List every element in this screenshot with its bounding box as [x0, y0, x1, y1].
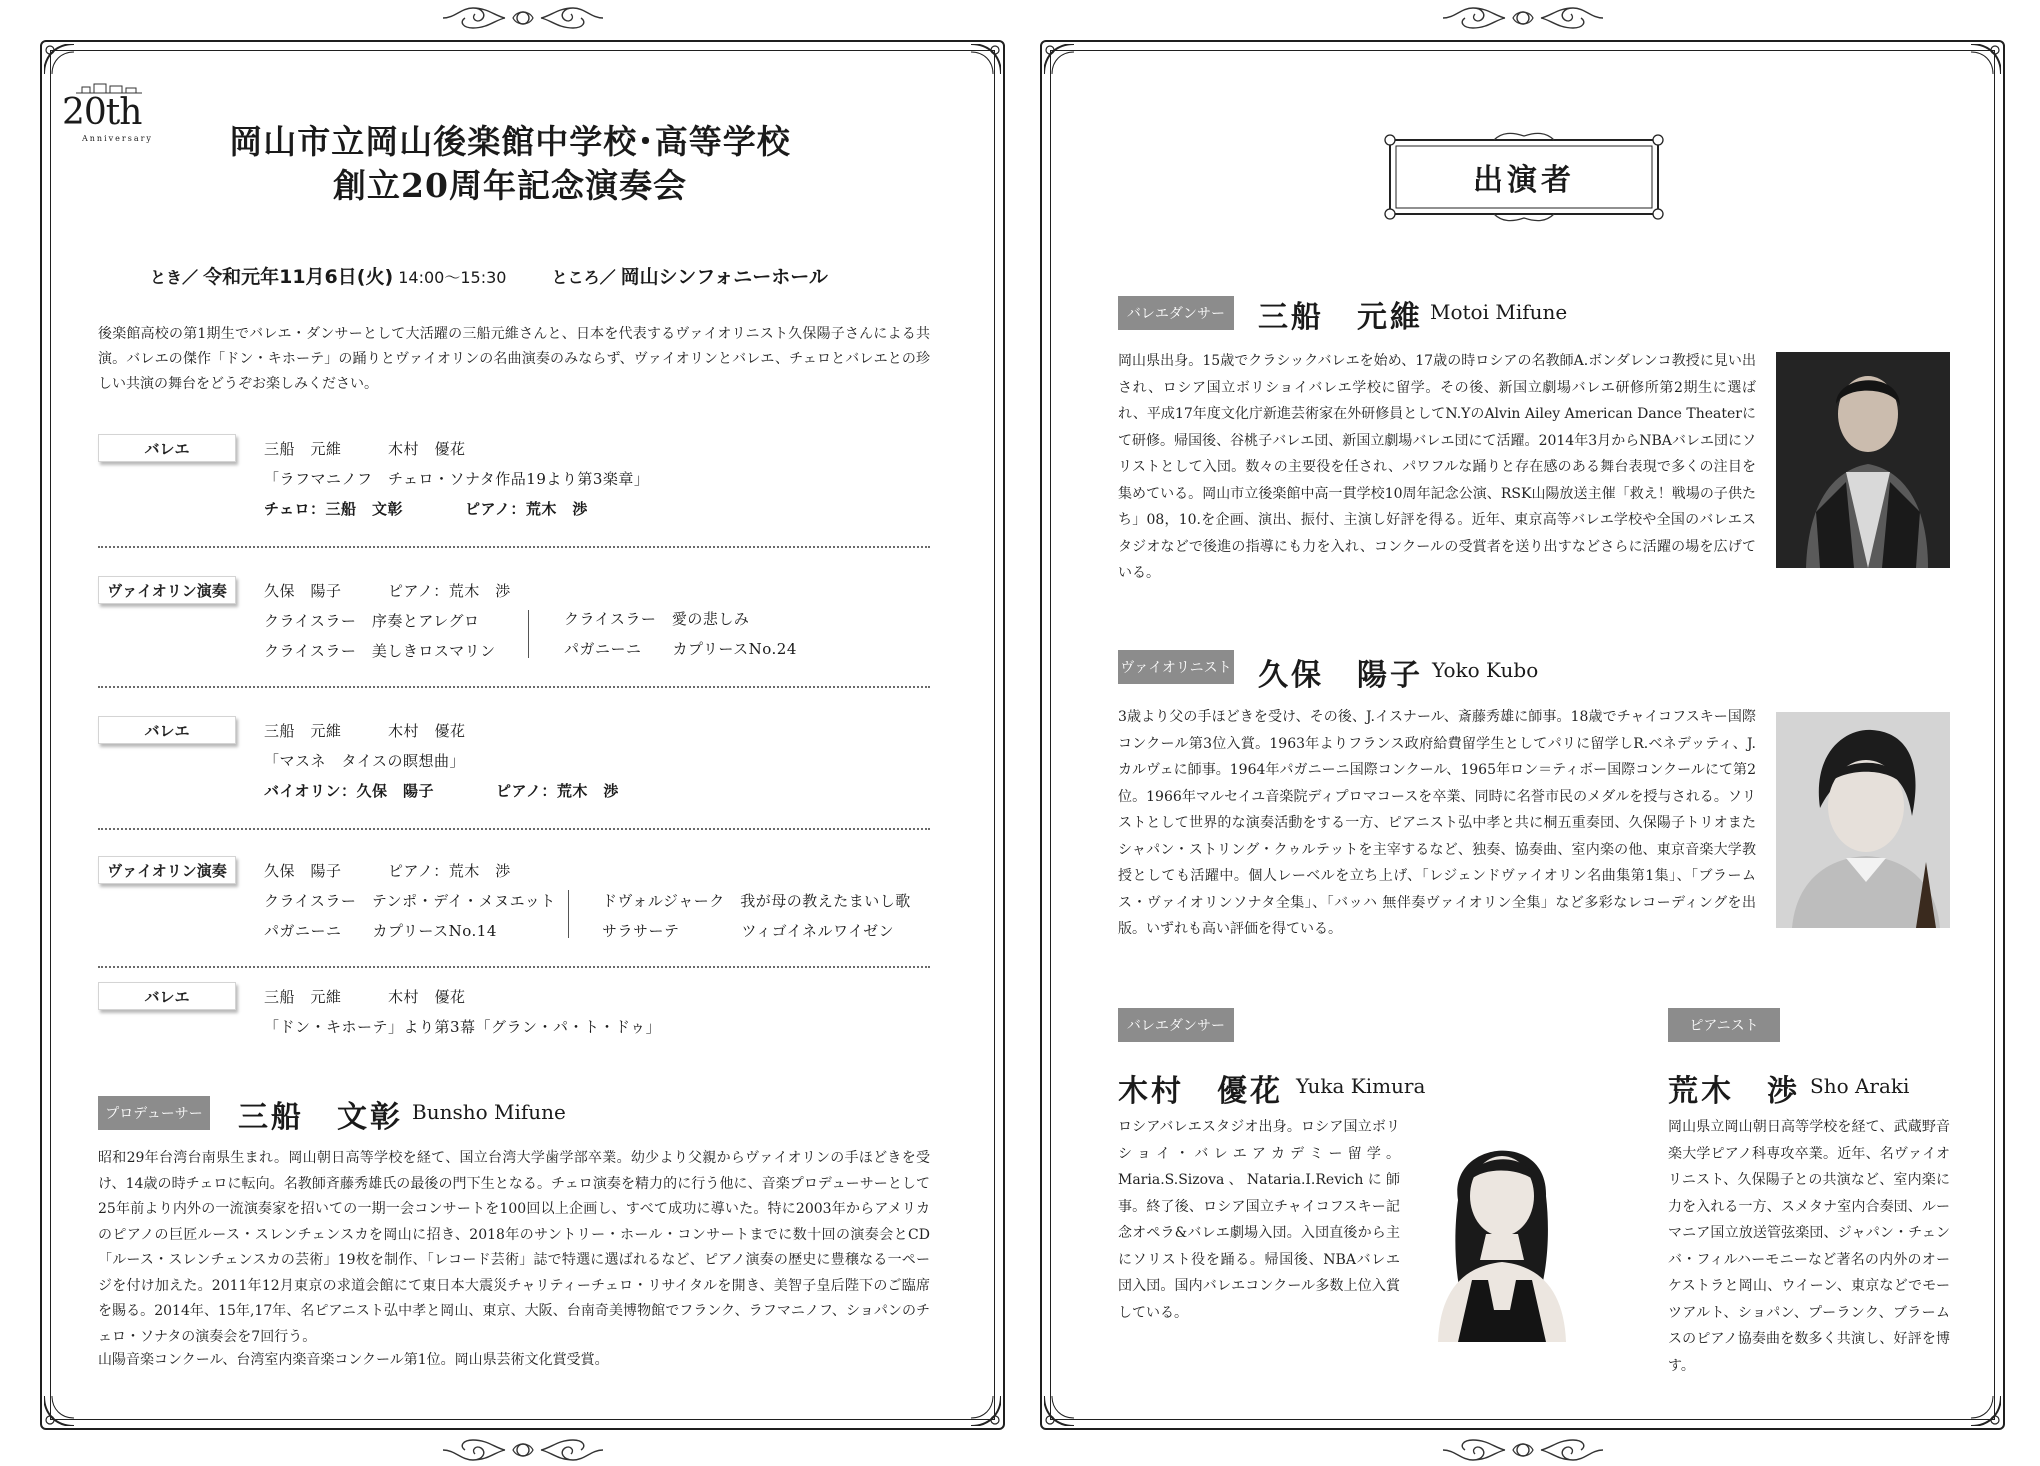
- section-piece: 「マスネ タイスの瞑想曲」: [264, 752, 466, 770]
- venue-value: 岡山シンフォニーホール: [620, 266, 828, 288]
- column-divider: [568, 890, 569, 938]
- section-performers: 三船 元維 木村 優花: [264, 988, 466, 1006]
- section-tag-violin: ヴァイオリン演奏: [98, 576, 236, 604]
- corner-ornament-icon: [1967, 44, 2001, 78]
- performer-photo: [1418, 1120, 1580, 1342]
- logo-number: 20th: [62, 92, 142, 133]
- performer-tag: バレエダンサー: [1118, 1008, 1234, 1042]
- performer-name-en: Yoko Kubo: [1432, 658, 1539, 682]
- bottom-ornament-icon: [443, 1434, 603, 1464]
- corner-ornament-icon: [1044, 1392, 1078, 1426]
- section-tag-violin: ヴァイオリン演奏: [98, 856, 236, 884]
- divider: [98, 686, 930, 688]
- date-label: とき／: [150, 268, 199, 287]
- date-value: 令和元年11月6日(火): [203, 266, 394, 288]
- portrait-image: [1418, 1120, 1580, 1342]
- producer-bio-last: 山陽音楽コンクール、台湾室内楽音楽コンクール第1位。岡山県芸術文化賞受賞。: [98, 1352, 609, 1368]
- performer-bio: 岡山県立岡山朝日高等学校を経て、武蔵野音楽大学ピアノ科専攻卒業。近年、名ヴァイオリニスト、久保陽子との共演など、室内楽に力を入れる一方、スメタナ室内合奏団、ルーマニア国立放送管弦楽団、ジャパン・チェンバ・フィルハーモニーなど著名の内外のオーケストラと岡山、ウイーン、東京などでモーツアルト、ショパン、プーランク、ブラームスのピアノ協奏曲を数多く共演し、好評を博す。: [1668, 1119, 1950, 1374]
- portrait-image: [1776, 712, 1950, 928]
- corner-ornament-icon: [1044, 44, 1078, 78]
- date-time: 14:00〜15:30: [398, 268, 507, 287]
- producer-name-en: Bunsho Mifune: [412, 1100, 566, 1124]
- performer-name-jp: 木村 優花: [1118, 1074, 1283, 1109]
- corner-ornament-icon: [967, 44, 1001, 78]
- corner-ornament-icon: [967, 1392, 1001, 1426]
- section-piece: 「ラフマニノフ チェロ・ソナタ作品19より第3楽章」: [264, 470, 650, 488]
- portrait-image: [1776, 352, 1950, 568]
- program-item: クライスラー 愛の悲しみ: [564, 610, 750, 628]
- title-line-1: 岡山市立岡山後楽館中学校･高等学校: [229, 122, 791, 161]
- corner-ornament-icon: [1967, 1392, 2001, 1426]
- performer-tag: ヴァイオリニスト: [1118, 650, 1234, 684]
- title-line-2: 創立20周年記念演奏会: [333, 166, 687, 205]
- column-divider: [528, 610, 529, 658]
- program-item: クライスラー 美しきロスマリン: [264, 642, 496, 660]
- anniversary-logo: [60, 80, 160, 150]
- bottom-ornament-icon: [1443, 1434, 1603, 1464]
- logo-subtitle: Anniversary: [82, 134, 153, 143]
- program-item: パガニーニ カプリースNo.14: [264, 922, 497, 940]
- venue-label: ところ／: [551, 268, 616, 287]
- performer-tag: バレエダンサー: [1118, 296, 1234, 330]
- corner-ornament-icon: [44, 1392, 78, 1426]
- performer-name-jp: 荒木 渉: [1668, 1074, 1800, 1109]
- performers-header: 出演者: [1473, 163, 1575, 198]
- performer-bio: ロシアバレエスタジオ出身。ロシア国立ボリショイ・バレエアカデミー留学。Maria.S.Sizova、Nataria.I.Revichに師事。終了後、ロシア国立チャイコフスキー記念オペラ&バレエ劇場入団。入団直後から主にソリスト役を踊る。帰国後、NBAバレエ団入団。国内バレエコンクール多数上位入賞している。: [1118, 1119, 1400, 1321]
- page-title: [160, 120, 860, 208]
- divider: [98, 966, 930, 968]
- producer-bio: 昭和29年台湾台南県生まれ。岡山朝日高等学校を経て、国立台湾大学歯学部卒業。幼少より父親からヴァイオリンの手ほどきを受け、14歳の時チェロに転向。名教師斉藤秀雄氏の最後の門下生となる。チェロ演奏を精力的に行う他に、音楽プロデューサーとして25年前より内外の一流演奏家を招いての一期一会コンサートを100回以上企画し、すべて成功に導いた。特に2003年からアメリカのピアノの巨匠ルース・スレンチェンスカを岡山に招き、2018年のサントリー・ホール・コンサートまでに数十回の演奏会とCD「ルース・スレンチェンスカの芸術」19枚を制作、「レコード芸術」誌で特選に選ばれるなど、ピアノ演奏の歴史に豊穣なる一ページを付け加えた。2011年12月東京の求道会館にて東日本大震災チャリティーチェロ・リサイタルを開き、美智子皇后陛下のご臨席を賜る。2014年、15年,17年、名ピアニスト弘中孝と岡山、東京、大阪、台南奇美博物館でフランク、ラフマニノフ、ショパンのチェロ・ソナタの演奏会を7回行う。: [98, 1150, 930, 1345]
- program-item: クライスラー テンポ・デイ・メヌエット: [264, 892, 556, 910]
- performer-photo: [1776, 352, 1950, 568]
- section-piece: 「ドン・キホーテ」より第3幕「グラン・パ・ト・ドゥ」: [264, 1018, 662, 1036]
- section-credits: チェロ：三船 文彰 ピアノ：荒木 渉: [264, 500, 588, 518]
- event-info: [150, 262, 930, 289]
- section-performers: 三船 元維 木村 優花: [264, 440, 466, 458]
- producer-tag: プロデューサー: [98, 1096, 210, 1130]
- program-item: ドヴォルジャーク 我が母の教えたまいし歌: [602, 892, 911, 910]
- top-ornament-icon: [1443, 4, 1603, 34]
- section-performers: 久保 陽子 ピアノ：荒木 渉: [264, 862, 511, 880]
- performer-name-en: Motoi Mifune: [1430, 300, 1568, 324]
- program-item: パガニーニ カプリースNo.24: [564, 640, 797, 658]
- performer-name-jp: 三船 元維: [1258, 300, 1423, 335]
- performer-name-en: Sho Araki: [1810, 1074, 1910, 1098]
- performer-tag: ピアニスト: [1668, 1008, 1780, 1042]
- performer-photo: [1776, 712, 1950, 928]
- divider: [98, 546, 930, 548]
- program-item: クライスラー 序奏とアレグロ: [264, 612, 480, 630]
- performer-bio: 岡山県出身。15歳でクラシックバレエを始め、17歳の時ロシアの名教師A.ボンダレンコ教授に見い出され、ロシア国立ボリショイバレエ学校に留学。その後、新国立劇場バレエ研修所第2期生に選ばれ、平成17年度文化庁新進芸術家在外研修員としてN.YのAlvin Ailey American Dance Theaterにて研修。帰国後、谷桃子バレエ団、新国立劇場バレエ団にて活躍。2014年3月からNBAバレエ団にソリストとして入団。数々の主要役を任され、パワフルな踊りと存在感のある舞台表現で多くの注目を集めている。岡山市立後楽館中高一貫学校10周年記念公演、RSK山陽放送主催「救え！戦場の子供たち」08，10.を企画、演出、振付、主演し好評を得る。近年、東京高等バレエ学校や全国のバレエスタジオなどで後進の指導にも力を入れ、コンクールの受賞者を送り出すなどさらに活躍の場を広げている。: [1118, 353, 1756, 581]
- program-item: サラサーテ ツィゴイネルワイゼン: [602, 922, 895, 940]
- intro-text: 後楽館高校の第1期生でバレエ・ダンサーとして大活躍の三船元維さんと、日本を代表するヴァイオリニスト久保陽子さんによる共演。バレエの傑作「ドン・キホーテ」の踊りとヴァイオリンの名曲演奏のみならず、ヴァイオリンとバレエ、チェロとバレエとの珍しい共演の舞台をどうぞお楽しみください。: [98, 326, 930, 392]
- producer-name-jp: 三船 文彰: [238, 1100, 403, 1135]
- divider: [98, 828, 930, 830]
- performer-bio: 3歳より父の手ほどきを受け、その後、J.イスナール、斎藤秀雄に師事。18歳でチャイコフスキー国際コンクール第3位入賞。1963年よりフランス政府給費留学生としてパリに留学しR.ベネデッティ、J.カルヴェに師事。1964年パガニーニ国際コンクール、1965年ロン＝ティボー国際コンクールにて第2位。1966年マルセイユ音楽院ディプロマコースを卒業、同時に名誉市民のメダルを授与される。ソリストとして世界的な演奏活動をする一方、ピアニスト弘中孝と共に桐五重奏団、久保陽子トリオまたシャパン・ストリング・クゥルテットを主宰するなど、独奏、協奏曲、室内楽の他、東京音楽大学教授としても活躍中。個人レーベルを立ち上げ、「レジェンドヴァイオリン名曲集第1集」、「ブラームス・ヴァイオリンソナタ全集」、「バッハ 無伴奏ヴァイオリン全集」など多彩なレコーディングを出版。いずれも高い評価を得ている。: [1118, 709, 1756, 937]
- performers-header-box: [1382, 130, 1666, 224]
- top-ornament-icon: [443, 4, 603, 34]
- section-tag-ballet: バレエ: [98, 982, 236, 1010]
- section-tag-ballet: バレエ: [98, 434, 236, 462]
- performer-name-en: Yuka Kimura: [1296, 1074, 1426, 1098]
- section-credits: バイオリン：久保 陽子 ピアノ：荒木 渉: [264, 782, 619, 800]
- corner-ornament-icon: [44, 44, 78, 78]
- section-performers: 三船 元維 木村 優花: [264, 722, 466, 740]
- performer-name-jp: 久保 陽子: [1258, 658, 1423, 693]
- section-tag-ballet: バレエ: [98, 716, 236, 744]
- section-performers: 久保 陽子 ピアノ：荒木 渉: [264, 582, 511, 600]
